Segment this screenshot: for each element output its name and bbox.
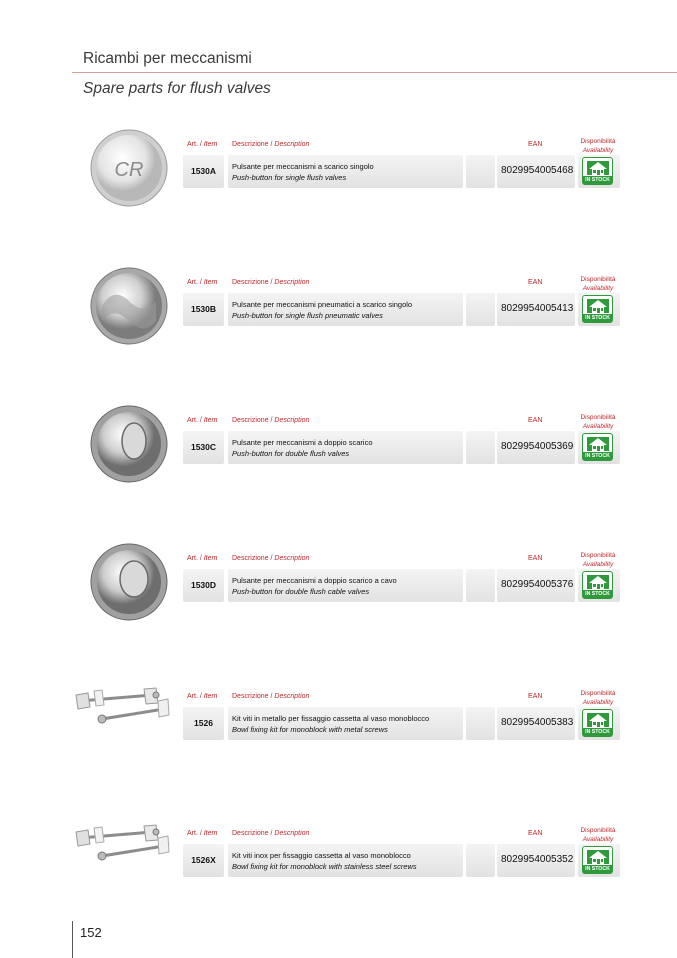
item-cell [183,844,224,877]
description-cell [228,155,463,188]
spacer-cell [466,569,495,602]
spacer-cell [466,431,495,464]
header-availability: Disponibilità Availability [580,138,616,154]
ean-cell [497,431,575,464]
ean-cell [497,707,575,740]
item-code: 1530A [190,166,217,176]
availability-cell [578,155,620,188]
item-code: 1530D [190,580,217,590]
availability-cell [578,569,620,602]
product-image-1530C [84,399,174,493]
availability-cell [578,707,620,740]
page-title-en: Spare parts for flush valves [83,80,271,97]
item-code: 1526X [191,855,216,865]
header-item: Art. / Item [187,417,218,424]
description-cell [228,707,463,740]
spacer-cell [466,293,495,326]
header-item: Art. / Item [187,830,218,837]
header-ean: EAN [528,555,543,562]
in-stock-label: IN STOCK [583,452,612,460]
ean-value: 8029954005369 [501,441,574,452]
description-cell [228,844,463,877]
product-image-1530D [84,537,174,631]
in-stock-label: IN STOCK [583,728,612,736]
header-ean: EAN [528,141,543,148]
ean-value: 8029954005468 [501,165,574,176]
header-description: Descrizione / Description [232,141,310,148]
product-row [0,137,677,207]
item-cell [183,707,224,740]
header-availability: Disponibilità Availability [580,276,616,292]
description-cell [228,293,463,326]
spacer-cell [466,707,495,740]
description-cell [228,569,463,602]
footer-divider [72,921,73,958]
description-it: Kit viti in metallo per fissaggio cassetta al vaso monoblocco [232,714,430,723]
item-code: 1530B [190,304,217,314]
in-stock-badge [582,433,613,461]
product-row [0,826,677,896]
header-ean: EAN [528,693,543,700]
description-en: Push-button for single flush valves [232,173,347,182]
in-stock-badge [582,157,613,185]
ean-value: 8029954005376 [501,579,574,590]
page-title-it: Ricambi per meccanismi [83,50,252,67]
page-number: 152 [80,925,102,940]
header-description: Descrizione / Description [232,279,310,286]
header-ean: EAN [528,830,543,837]
spacer-cell [466,844,495,877]
ean-value: 8029954005383 [501,717,574,728]
in-stock-label: IN STOCK [583,865,612,873]
in-stock-label: IN STOCK [583,176,612,184]
item-cell [183,569,224,602]
description-cell [228,431,463,464]
description-it: Pulsante per meccanismi a doppio scarico a cavo [232,576,397,585]
spacer-cell [466,155,495,188]
availability-cell [578,431,620,464]
header-ean: EAN [528,417,543,424]
item-cell [183,293,224,326]
ean-cell [497,844,575,877]
description-en: Push-button for double flush cable valves [232,587,370,596]
product-row [0,551,677,621]
in-stock-badge [582,571,613,599]
product-row [0,275,677,345]
product-row [0,689,677,759]
product-row [0,413,677,483]
in-stock-badge [582,846,613,874]
header-availability: Disponibilità Availability [580,414,616,430]
description-it: Pulsante per meccanismi a doppio scarico [232,438,373,447]
item-code: 1530C [190,442,217,452]
header-availability: Disponibilità Availability [580,690,616,706]
description-en: Push-button for double flush valves [232,449,350,458]
header-item: Art. / Item [187,693,218,700]
availability-cell [578,844,620,877]
availability-cell [578,293,620,326]
in-stock-label: IN STOCK [583,314,612,322]
header-item: Art. / Item [187,279,218,286]
header-availability: Disponibilità Availability [580,827,616,843]
ean-cell [497,293,575,326]
svg-text:CR: CR [114,159,144,181]
header-description: Descrizione / Description [232,555,310,562]
product-image-1526X [72,822,172,872]
product-image-1530A [84,123,174,217]
header-availability: Disponibilità Availability [580,552,616,568]
description-it: Kit viti inox per fissaggio cassetta al vaso monoblocco [232,851,411,860]
in-stock-badge [582,709,613,737]
description-en: Push-button for single flush pneumatic valves [232,311,383,320]
description-it: Pulsante per meccanismi pneumatici a scarico singolo [232,300,413,309]
header-description: Descrizione / Description [232,693,310,700]
header-ean: EAN [528,279,543,286]
ean-value: 8029954005413 [501,303,574,314]
title-divider [72,72,677,73]
in-stock-badge [582,295,613,323]
description-en: Bowl fixing kit for monoblock with metal screws [232,725,388,734]
in-stock-label: IN STOCK [583,590,612,598]
header-description: Descrizione / Description [232,417,310,424]
product-image-1530B [84,261,174,355]
description-en: Bowl fixing kit for monoblock with stainless steel screws [232,862,417,871]
product-image-1526 [72,685,172,735]
header-item: Art. / Item [187,555,218,562]
item-cell [183,155,224,188]
description-it: Pulsante per meccanismi a scarico singolo [232,162,374,171]
header-description: Descrizione / Description [232,830,310,837]
header-item: Art. / Item [187,141,218,148]
ean-cell [497,569,575,602]
ean-value: 8029954005352 [501,854,574,865]
item-code: 1526 [194,718,213,728]
item-cell [183,431,224,464]
ean-cell [497,155,575,188]
